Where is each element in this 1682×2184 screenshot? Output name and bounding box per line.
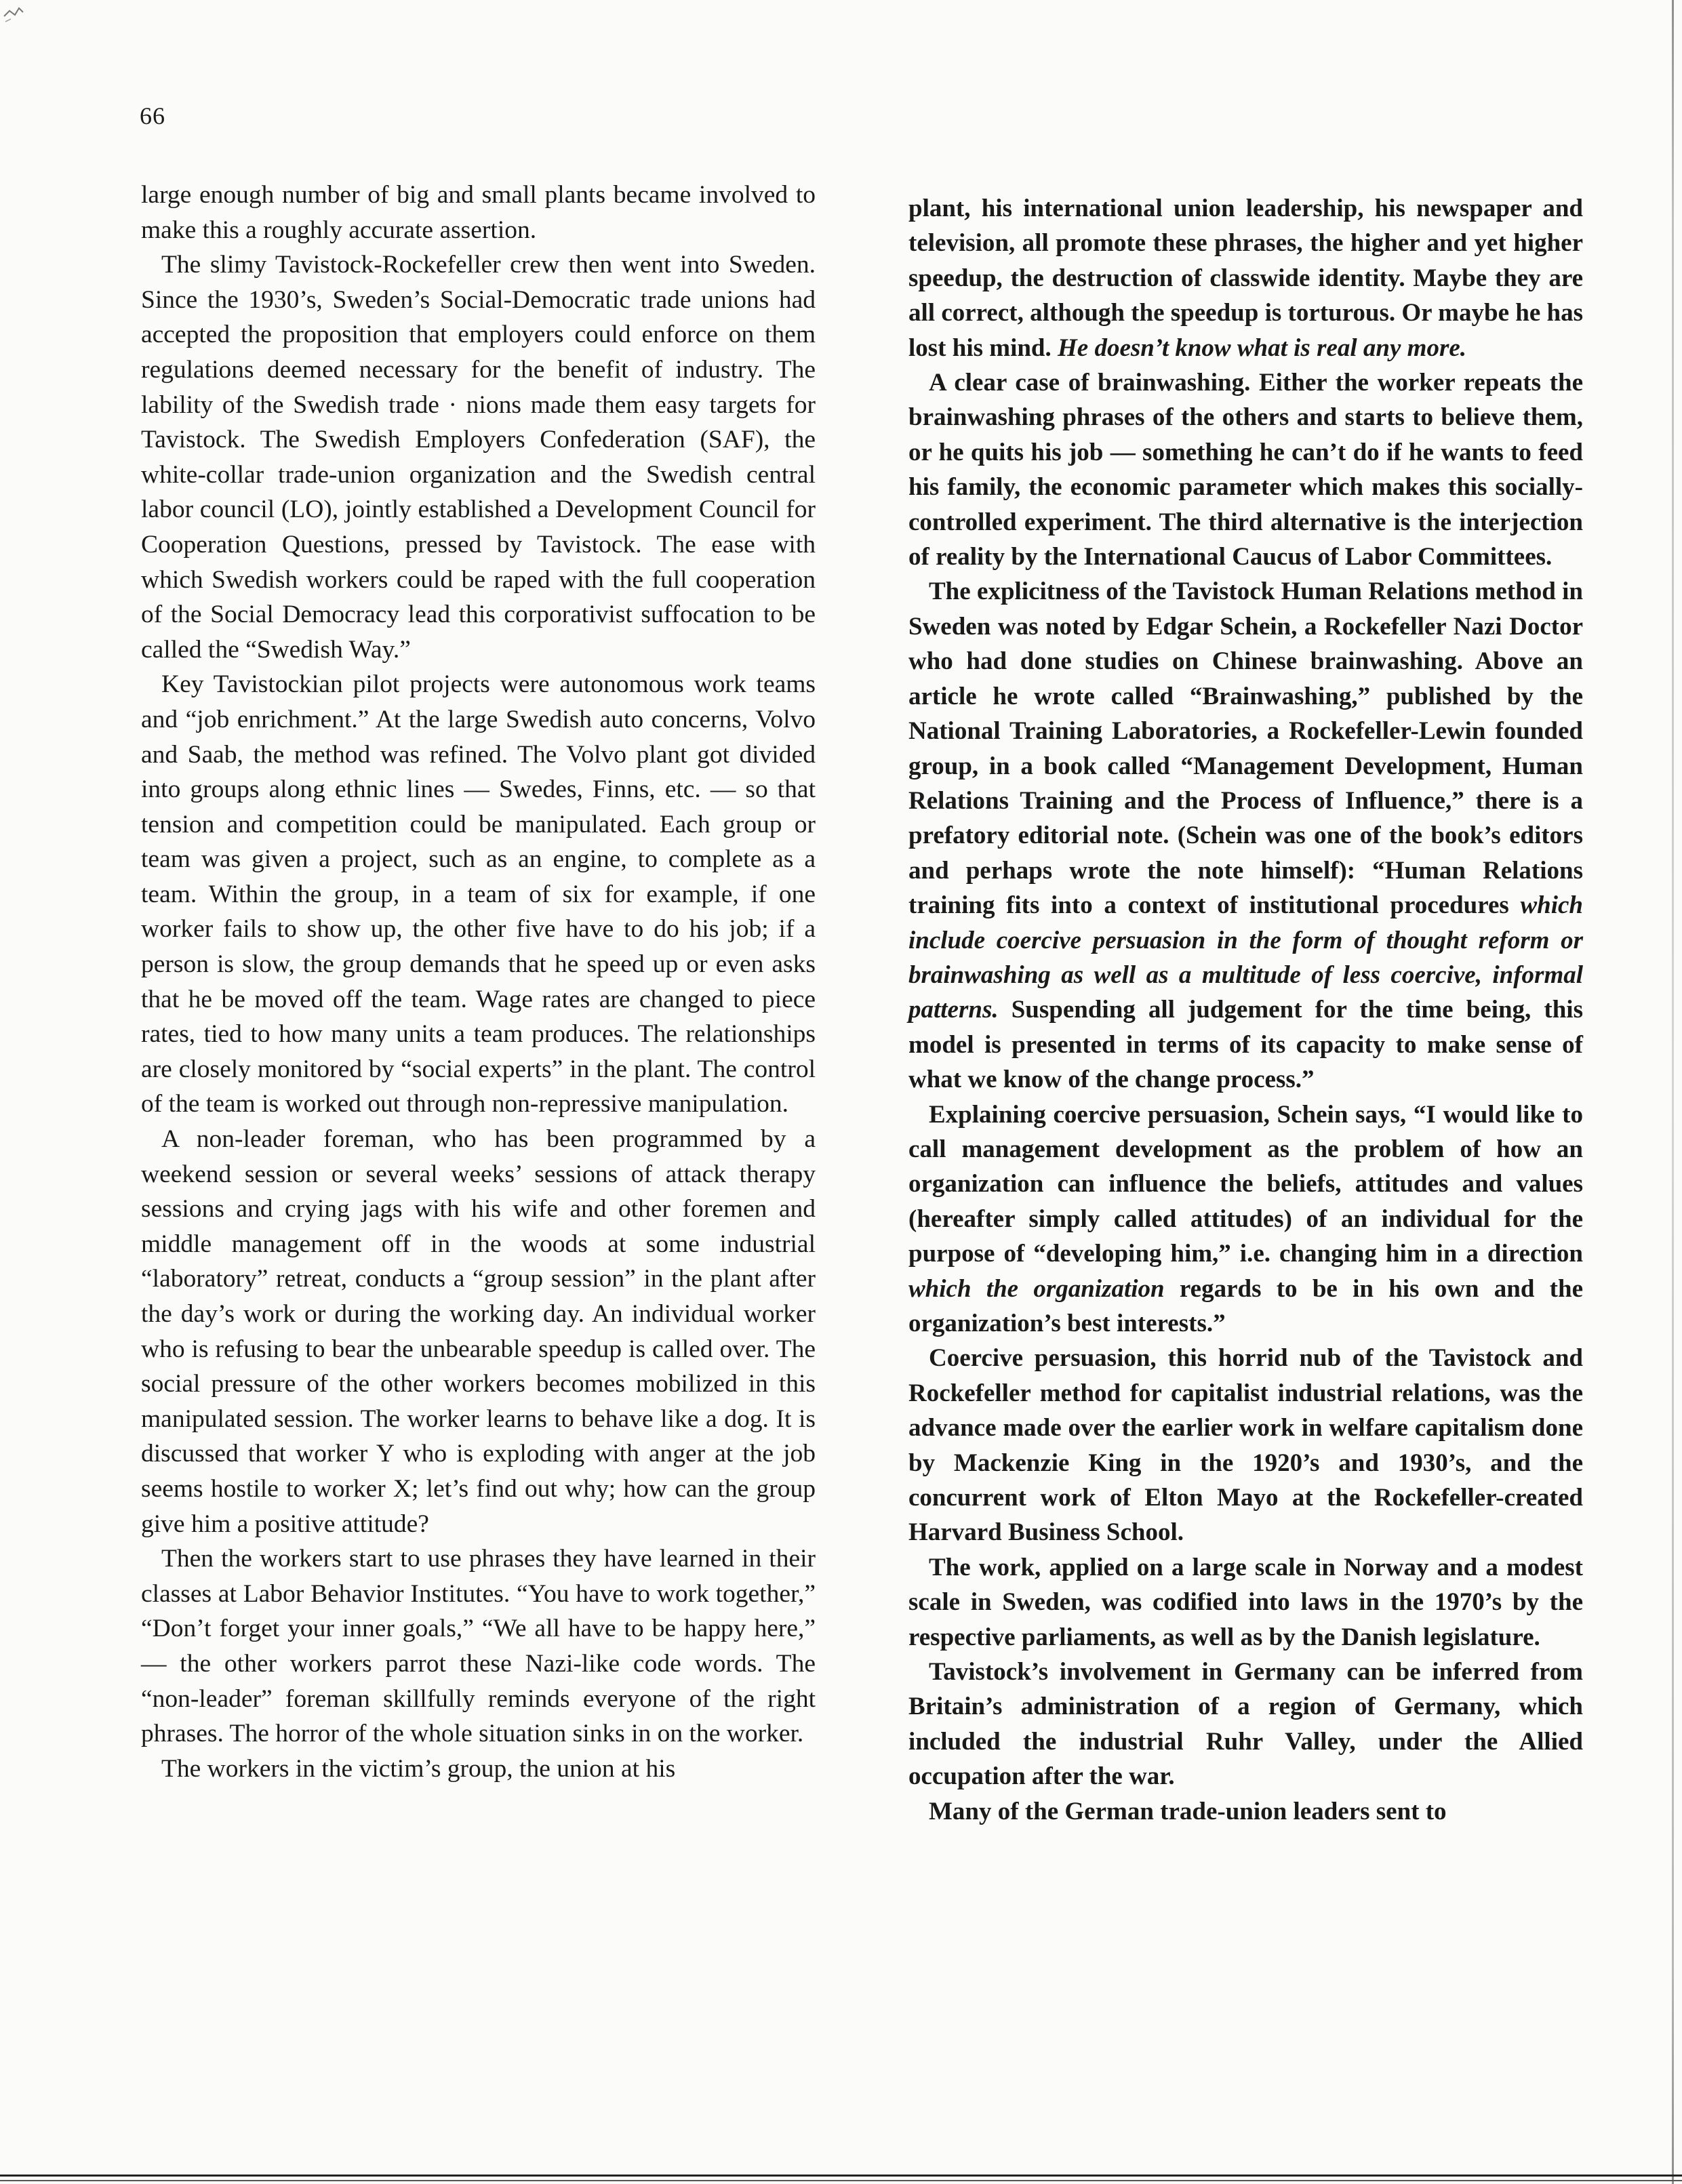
italic-text-run: which include coercive persuasion in the form of thought reform or brainwashing as well as a multitude of less coercive, informal patterns. (908, 891, 1583, 1024)
paragraph (908, 1097, 1583, 1341)
scan-corner-mark (3, 4, 30, 31)
scan-bottom-rule-secondary (0, 2180, 1682, 2181)
text-run: The explicitness of the Tavistock Human Relations method in Sweden was noted by Edgar Schein, a Rockefeller Nazi Doctor who had done studies on Chinese brainwashing. Above an article he wrote called “Brainwashing,” published by the National Training Laboratories, a Rockefeller-Lewin founded group, in a book called “Management Development, Human Relations Training and the Process of Influence,” there is a prefatory editorial note. (Schein was one of the book’s editors and perhaps wrote the note himself): “Human Relations training fits into a context of institutional procedures (908, 578, 1583, 920)
text-run: Suspending all judgement for the time being, this model is presented in terms of its capacity to make sense of what we know of the change process.” (908, 996, 1583, 1094)
text-run: regards to be in his own and the organization’s best interests.” (908, 1274, 1584, 1337)
paragraph (908, 1341, 1583, 1550)
paragraph (141, 667, 816, 1122)
text-run: Many of the German trade-union leaders sent to (929, 1797, 1447, 1825)
paragraph (908, 1550, 1583, 1655)
right-text-column (908, 191, 1583, 1829)
paragraph (908, 1794, 1583, 1829)
page-number: 66 (140, 102, 165, 129)
text-run: A non-leader foreman, who has been programmed by a weekend session or several weeks’ sessions of attack therapy sessions and crying jags with his wife and other foremen and middle management off in the woods at some industrial “laboratory” retreat, conducts a “group session” in the plant after the day’s work or during the working day. An individual worker who is refusing to bear the unbearable speedup is called over. The social pressure of the other workers becomes mobilized in this manipulated session. The worker learns to behave like a dog. It is discussed that worker Y who is exploding with anger at the job seems hostile to worker X; let’s find out why; how can the group give him a positive attitude? (141, 1125, 816, 1538)
paragraph (908, 191, 1583, 365)
paragraph (141, 1122, 816, 1541)
paragraph (141, 247, 816, 667)
text-run: Tavistock’s involvement in Germany can be inferred from Britain’s administration of a region of Germany, which included the industrial Ruhr Valley, under the Allied occupation after the war. (908, 1658, 1583, 1791)
text-run: plant, his international union leadership, his newspaper and television, all promote these phrases, the higher and yet higher speedup, the destruction of classwide identity. Maybe they are all correct, although the speedup is torturous. Or maybe he has lost his mind. (908, 195, 1583, 362)
paragraph (908, 574, 1583, 1097)
scan-right-edge (1672, 0, 1674, 2184)
paragraph (908, 365, 1583, 574)
paragraph (141, 1752, 816, 1787)
text-run: A clear case of brainwashing. Either the worker repeats the brainwashing phrases of the others and starts to believe them, or he quits his job — something he can’t do if he wants to feed his family, the economic parameter which makes this socially-controlled experiment. The third alternative is the interjection of reality by the International Caucus of Labor Committees. (908, 369, 1583, 571)
text-run: Explaining coercive persuasion, Schein says, “I would like to call management development as the problem of how an organization can influence the beliefs, attitudes and values (hereafter simply called attitudes) of an individual for the purpose of “developing him,” i.e. changing him in a direction (908, 1100, 1583, 1268)
text-run: Coercive persuasion, this horrid nub of the Tavistock and Rockefeller method for capitalist industrial relations, was the advance made over the earlier work in welfare capitalism done by Mackenzie King in the 1920’s and 1930’s, and the concurrent work of Elton Mayo at the Rockefeller-created Harvard Business School. (908, 1344, 1583, 1547)
scan-bottom-rule (0, 2175, 1682, 2177)
text-run: large enough number of big and small plants became involved to make this a roughly accurate assertion. (141, 181, 816, 244)
left-text-column (141, 178, 816, 1786)
italic-text-run: which the organization (908, 1274, 1165, 1303)
paragraph (141, 178, 816, 247)
text-run: The slimy Tavistock-Rockefeller crew then went into Sweden. Since the 1930’s, Sweden’s Social-Democratic trade unions had accepted the proposition that employers could enforce on them regulations deemed necessary for the benefit of industry. The lability of the Swedish trade · nions made them easy targets for Tavistock. The Swedish Employers Confederation (SAF), the white-collar trade-union organization and the Swedish central labor council (LO), jointly established a Development Council for Cooperation Questions, pressed by Tavistock. The ease with which Swedish workers could be raped with the full cooperation of the Social Democracy lead this corporativist suffocation to be called the “Swedish Way.” (141, 251, 816, 664)
text-run: Then the workers start to use phrases they have learned in their classes at Labor Behavior Institutes. “You have to work together,” “Don’t forget your inner goals,” “We all have to be happy here,” — the other workers parrot these Nazi-like code words. The “non-leader” foreman skillfully reminds everyone of the right phrases. The horror of the whole situation sinks in on the worker. (141, 1545, 816, 1748)
text-run: The workers in the victim’s group, the union at his (161, 1754, 676, 1783)
paragraph (908, 1655, 1583, 1794)
text-run: The work, applied on a large scale in Norway and a modest scale in Sweden, was codified into laws in the 1970’s by the respective parliaments, as well as by the Danish legislature. (908, 1553, 1583, 1651)
text-run: Key Tavistockian pilot projects were autonomous work teams and “job enrichment.” At the large Swedish auto concerns, Volvo and Saab, the method was refined. The Volvo plant got divided into groups along ethnic lines — Swedes, Finns, etc. — so that tension and competition could be manipulated. Each group or team was given a project, such as an engine, to complete as a team. Within the group, in a team of six for example, if one worker fails to show up, the other five have to do his job; if a person is slow, the group demands that he speed up or even asks that he be moved off the team. Wage rates are changed to piece rates, tied to how many units a team produces. The relationships are closely monitored by “social experts” in the plant. The control of the team is worked out through non-repressive manipulation. (141, 670, 816, 1118)
paragraph (141, 1541, 816, 1752)
italic-text-run: He doesn’t know what is real any more. (1058, 333, 1467, 362)
